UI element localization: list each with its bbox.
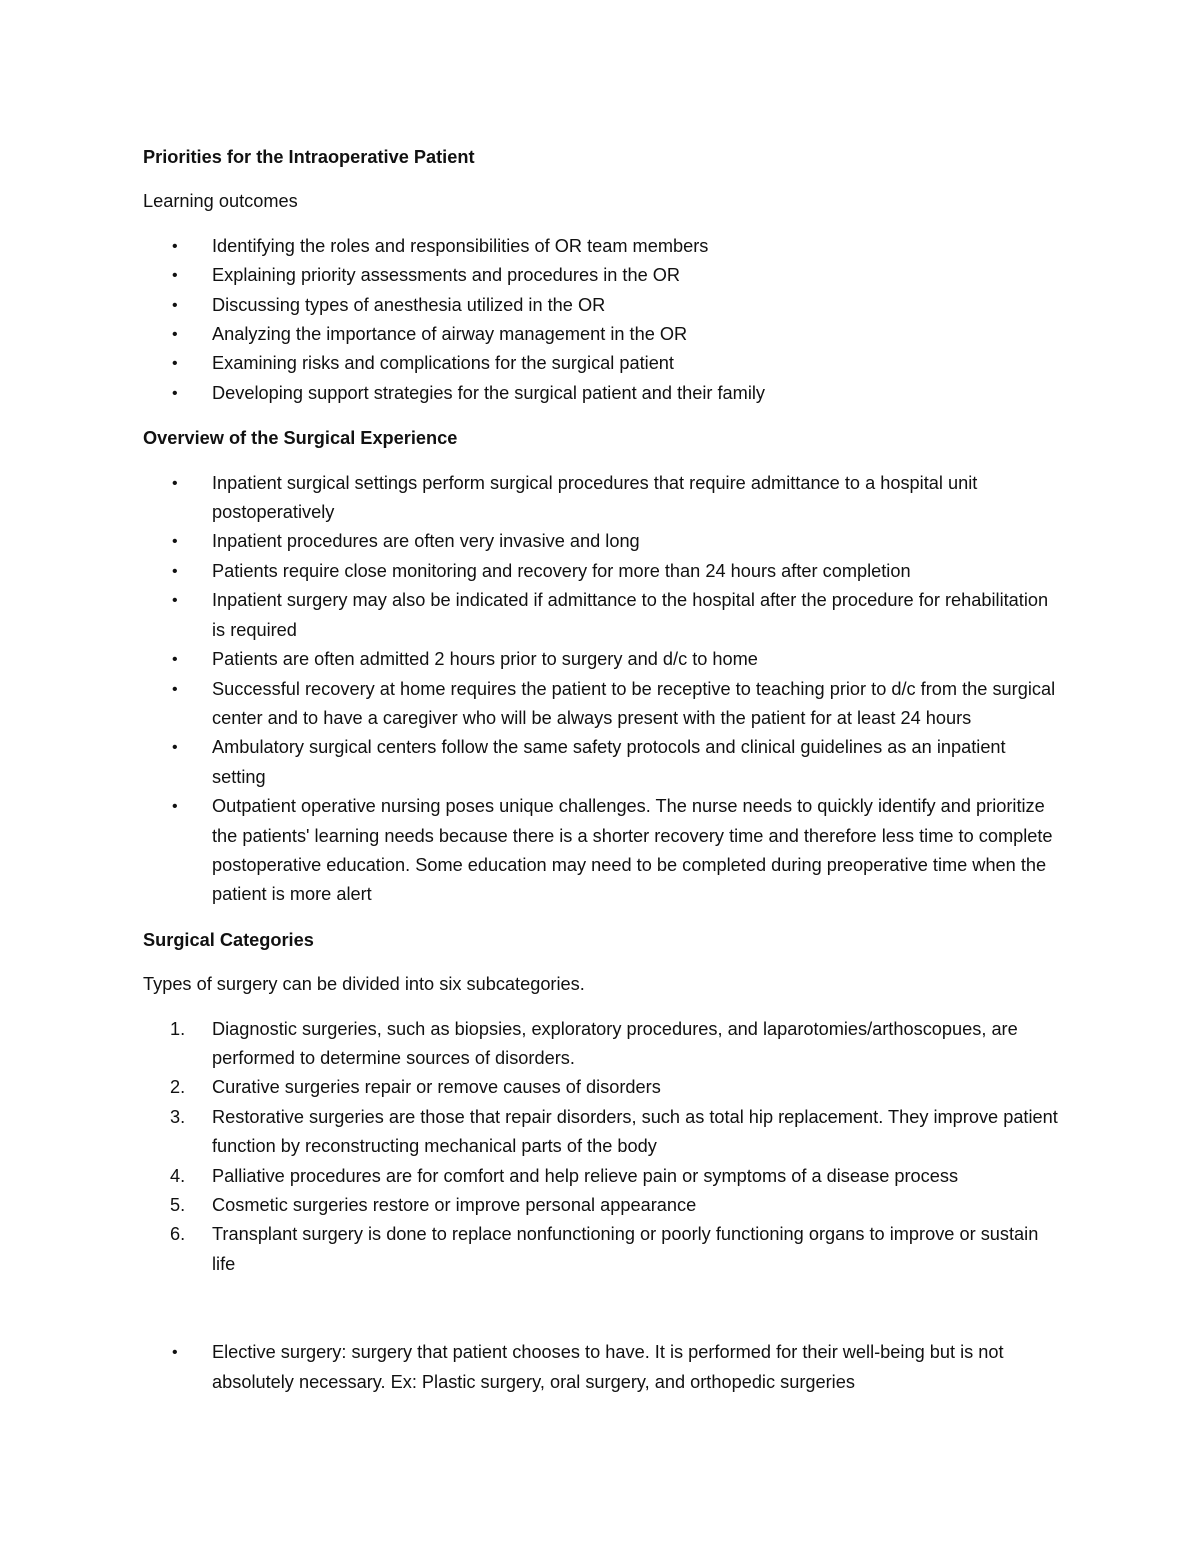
list-item-text: Cosmetic surgeries restore or improve personal appearance xyxy=(212,1195,697,1215)
list-item-text: Successful recovery at home requires the patient to be receptive to teaching prior to d/c from the surgical center and to have a caregiver who will be always present with the patient for at least 24 hours xyxy=(212,678,1056,728)
overview-heading: Overview of the Surgical Experience xyxy=(143,428,458,449)
list-item-text: Palliative procedures are for comfort and help relieve pain or symptoms of a disease process xyxy=(212,1165,959,1186)
list-item xyxy=(143,675,1063,734)
learning-outcomes-list xyxy=(143,232,1063,408)
bullet-icon: • xyxy=(172,533,178,551)
list-item-text: Elective surgery: surgery that patient chooses to have. It is performed for their well-being but is not absolutely necessary. Ex: Plastic surgery, oral surgery, and orthopedic surgeries xyxy=(212,1342,1004,1392)
bullet-icon: • xyxy=(172,237,178,255)
bullet-icon: • xyxy=(172,267,178,285)
list-item xyxy=(143,645,1063,674)
list-item-text: Inpatient surgical settings perform surgical procedures that require admittance to a hospital unit postoperatively xyxy=(212,472,978,523)
list-item xyxy=(143,1338,1063,1397)
list-item xyxy=(143,1220,1063,1279)
list-item xyxy=(143,792,1063,910)
page-title: Priorities for the Intraoperative Patient xyxy=(143,147,475,167)
list-item-text: Developing support strategies for the surgical patient and their family xyxy=(212,382,765,403)
list-item-text: Examining risks and complications for the surgical patient xyxy=(212,353,674,374)
elective-list xyxy=(143,1338,1063,1397)
bullet-icon: • xyxy=(172,474,178,492)
list-item xyxy=(143,733,1063,792)
document-body xyxy=(143,143,1063,1397)
list-item-text: Restorative surgeries are those that repair disorders, such as total hip replacement. They improve patient function by reconstructing mechanical parts of the body xyxy=(212,1106,1058,1157)
list-item-text: Identifying the roles and responsibilities of OR team members xyxy=(212,235,709,256)
list-item xyxy=(143,1103,1063,1162)
list-item xyxy=(143,469,1063,528)
list-number: 3. xyxy=(170,1106,186,1127)
list-item xyxy=(143,557,1063,586)
list-item xyxy=(143,320,1063,349)
list-item-text: Patients require close monitoring and recovery for more than 24 hours after completion xyxy=(212,560,911,581)
bullet-icon: • xyxy=(172,355,178,373)
list-number: 6. xyxy=(170,1224,186,1245)
list-item xyxy=(143,1191,1063,1220)
list-item-text: Transplant surgery is done to replace nonfunctioning or poorly functioning organs to improve or sustain life xyxy=(212,1224,1039,1274)
bullet-icon: • xyxy=(172,296,178,314)
list-item-text: Analyzing the importance of airway management in the OR xyxy=(212,324,688,345)
list-item-text: Explaining priority assessments and procedures in the OR xyxy=(212,265,681,286)
list-item-text: Inpatient surgery may also be indicated if admittance to the hospital after the procedure for rehabilitation is required xyxy=(212,590,1049,640)
list-item xyxy=(143,379,1063,408)
list-item xyxy=(143,232,1063,261)
bullet-icon: • xyxy=(172,739,178,757)
list-number: 2. xyxy=(170,1077,186,1098)
list-item-text: Ambulatory surgical centers follow the same safety protocols and clinical guidelines as an inpatient setting xyxy=(212,737,1006,787)
list-item xyxy=(143,586,1063,645)
bullet-icon: • xyxy=(172,562,178,580)
bullet-icon: • xyxy=(172,1344,178,1362)
list-item-text: Inpatient procedures are often very invasive and long xyxy=(212,531,640,552)
bullet-icon: • xyxy=(172,592,178,610)
bullet-icon: • xyxy=(172,798,178,816)
list-number: 1. xyxy=(170,1018,186,1039)
list-item xyxy=(143,1162,1063,1191)
list-item xyxy=(143,291,1063,320)
learning-outcomes-label: Learning outcomes xyxy=(143,191,298,212)
list-number: 4. xyxy=(170,1165,186,1186)
bullet-icon: • xyxy=(172,680,178,698)
list-item xyxy=(143,261,1063,290)
bullet-icon: • xyxy=(172,651,178,669)
bullet-icon: • xyxy=(172,384,178,402)
categories-heading: Surgical Categories xyxy=(143,929,314,950)
list-item-text: Patients are often admitted 2 hours prior to surgery and d/c to home xyxy=(212,649,758,670)
list-item xyxy=(143,1015,1063,1074)
list-item-text: Outpatient operative nursing poses unique challenges. The nurse needs to quickly identify and prioritize the patients' learning needs because there is a shorter recovery time and therefore less time to complete postoperative education. Some education may need to be completed during preoperative time when the patient is more alert xyxy=(212,796,1053,905)
list-item-text: Curative surgeries repair or remove causes of disorders xyxy=(212,1077,661,1098)
list-item-text: Discussing types of anesthesia utilized in the OR xyxy=(212,294,606,315)
list-item-text: Diagnostic surgeries, such as biopsies, exploratory procedures, and laparotomies/arthoscopues, are performed to determine sources of disorders. xyxy=(212,1018,1018,1068)
list-number: 5. xyxy=(170,1195,186,1215)
list-item xyxy=(143,1073,1063,1102)
overview-list xyxy=(143,469,1063,910)
categories-intro: Types of surgery can be divided into six subcategories. xyxy=(143,974,585,995)
list-item xyxy=(143,349,1063,378)
categories-list xyxy=(143,1015,1063,1280)
bullet-icon: • xyxy=(172,326,178,344)
list-item xyxy=(143,527,1063,556)
